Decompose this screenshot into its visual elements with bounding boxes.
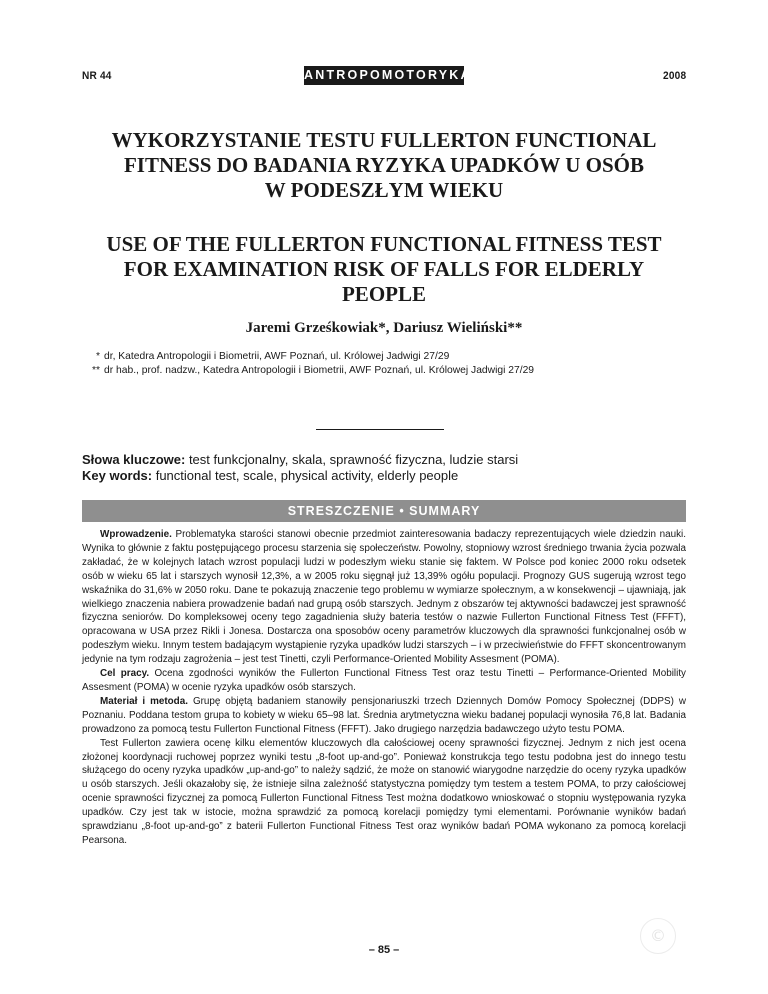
separator-rule	[316, 429, 444, 430]
abstract-paragraph	[82, 667, 686, 695]
affiliation-mark: **	[91, 365, 100, 376]
circle-logo-icon: ©	[640, 918, 676, 954]
page-number: – 85 –	[368, 944, 400, 956]
keywords-english-text: functional test, scale, physical activity, elderly people	[155, 468, 459, 483]
paragraph-text: Ocena zgodności wyników the Fullerton Functional Fitness Test oraz testu Tinetti – Performance-Oriented Mobility Assesment (POMA) w ocenie ryzyka upadków osób starszych.	[82, 668, 686, 693]
affiliations	[82, 350, 702, 378]
keywords-polish	[82, 452, 518, 468]
paragraph-text: Problematyka starości stanowi obecnie przedmiot zainteresowania badaczy reprezentujących wiele dziedzin nauki. Wynika to głównie z faktu postępującego procesu starzenia się społeczeństw. Powolny, stopniowy wzrost średniego trwania życia pozwala zakładać, że w kolejnych latach wzrost populacji ludzi w podeszłym wieku stanie się faktem. W Polsce pod koniec 2000 roku odsetek osób w wieku 65 lat i starszych wynosił 12,3%, a w 2005 roku sięgnął już 13,39% ogółu populacji. Prognozy GUS sugerują wzrost tego wskaźnika do 31,6% w 2050 roku. Dane te pokazują znaczenie tego problemu w wymiarze społecznym, a w konsekwencji – ujawniają, jak wielkiego znaczenia nabiera prowadzenie badań nad grupą osób starszych. Jednym z obszarów tej aktywności badawczej jest sprawność fizyczna seniorów. Do kompleksowej oceny tego zagadnienia służy bateria testów o nazwie Fullerton Functional Fitness Test (FFFT), opracowana w USA przez Rikli i Jonesa. Dostarcza ona sposobów oceny parametrów kluczowych dla sprawności funkcjonalnej osób w podeszłym wieku. Innym testem badającym wystąpienie ryzyka upadków ludzi starszych – i w przeciwieństwie do FFFT skoncentrowanym jedynie na tym rodzaju zagrożenia – jest test Tinetti, czyli Performance-Oriented Mobility Assesment (POMA).	[82, 529, 686, 666]
issue-year: 2008	[662, 70, 686, 82]
title-polish	[80, 128, 688, 203]
title-polish-line: W PODESZŁYM WIEKU	[264, 178, 504, 202]
affiliation-text: dr, Katedra Antropologii i Biometrii, AWF Poznań, ul. Królowej Jadwigi 27/29	[104, 351, 450, 362]
keywords-english	[82, 468, 518, 484]
title-polish-line: FITNESS DO BADANIA RYZYKA UPADKÓW U OSÓB	[123, 153, 645, 177]
paragraph-label: Cel pracy.	[100, 668, 150, 680]
title-english-line: PEOPLE	[341, 282, 426, 306]
summary-heading: STRESZCZENIE • SUMMARY	[82, 500, 686, 522]
keywords	[82, 452, 518, 484]
affiliation-mark: *	[95, 351, 100, 362]
issue-number: NR 44	[82, 70, 112, 82]
paragraph-text: Test Fullerton zawiera ocenę kilku elementów kluczowych dla całościowej oceny sprawności fizycznej. Jednym z nich jest ocena złożonej koordynacji ruchowej poprzez wyniki testu „8-foot up-and-go”. Ponieważ konstrukcja tego testu podobna jest do innego testu służącego do oceny ryzyka upadków „up-and-go” to należy sądzić, że może on stanowić wiarygodne narzędzie do oceny ryzyka upadków u osób starszych. Jeśli okazałoby się, że istnieje silna zależność statystyczna pomiędzy tym testem a testem POMA, to przy całościowej ocenie sprawności fizycznej za pomocą Fullerton Functional Fitness Test można dodatkowo wnioskować o stopniu występowania ryzyka upadków. Czy jest tak w istocie, można sprawdzić za pomocą korelacji pomiędzy tymi elementami. Porównanie wyników badań sprawdzianu „8-foot up-and-go” z baterii Fullerton Functional Fitness Test oraz wyników badań POMA wykonano za pomocą korelacji Pearsona.	[82, 737, 686, 846]
paragraph-text: Grupę objętą badaniem stanowiły pensjonariuszki trzech Dziennych Domów Pomocy Społecznej (DDPS) w Poznaniu. Poddana testom grupa to kobiety w wieku 65–98 lat. Średnia arytmetyczna wieku badanej populacji wynosiła 76,8 lat. Badania prowadzono za pomocą testu Fullerton Functional Fitness (FFFT). Jako drugiego narzędzia badawczego użyto testu POMA.	[82, 695, 686, 735]
affiliation-line	[82, 364, 702, 378]
title-english-line: FOR EXAMINATION RISK OF FALLS FOR ELDERLY	[123, 257, 645, 281]
abstract-paragraph	[82, 695, 686, 737]
abstract-paragraph	[82, 737, 686, 848]
abstract-body	[82, 528, 686, 848]
abstract-paragraph	[82, 528, 686, 667]
authors: Jaremi Grześkowiak*, Dariusz Wieliński**	[245, 320, 523, 336]
title-polish-line: WYKORZYSTANIE TESTU FULLERTON FUNCTIONAL	[111, 128, 657, 152]
affiliation-text: dr hab., prof. nadzw., Katedra Antropologii i Biometrii, AWF Poznań, ul. Królowej Jadwigi 27/29	[104, 365, 535, 376]
keywords-english-label: Key words:	[82, 468, 153, 483]
keywords-polish-label: Słowa kluczowe:	[82, 452, 186, 467]
keywords-polish-text: test funkcjonalny, skala, sprawność fizyczna, ludzie starsi	[188, 452, 519, 467]
affiliation-line	[82, 350, 702, 364]
title-english-line: USE OF THE FULLERTON FUNCTIONAL FITNESS TEST	[106, 232, 662, 256]
paragraph-label: Wprowadzenie.	[100, 529, 172, 540]
title-english	[80, 232, 688, 307]
paragraph-label: Materiał i metoda.	[100, 695, 188, 707]
journal-name-banner: ANTROPOMOTORYKA	[304, 66, 464, 85]
